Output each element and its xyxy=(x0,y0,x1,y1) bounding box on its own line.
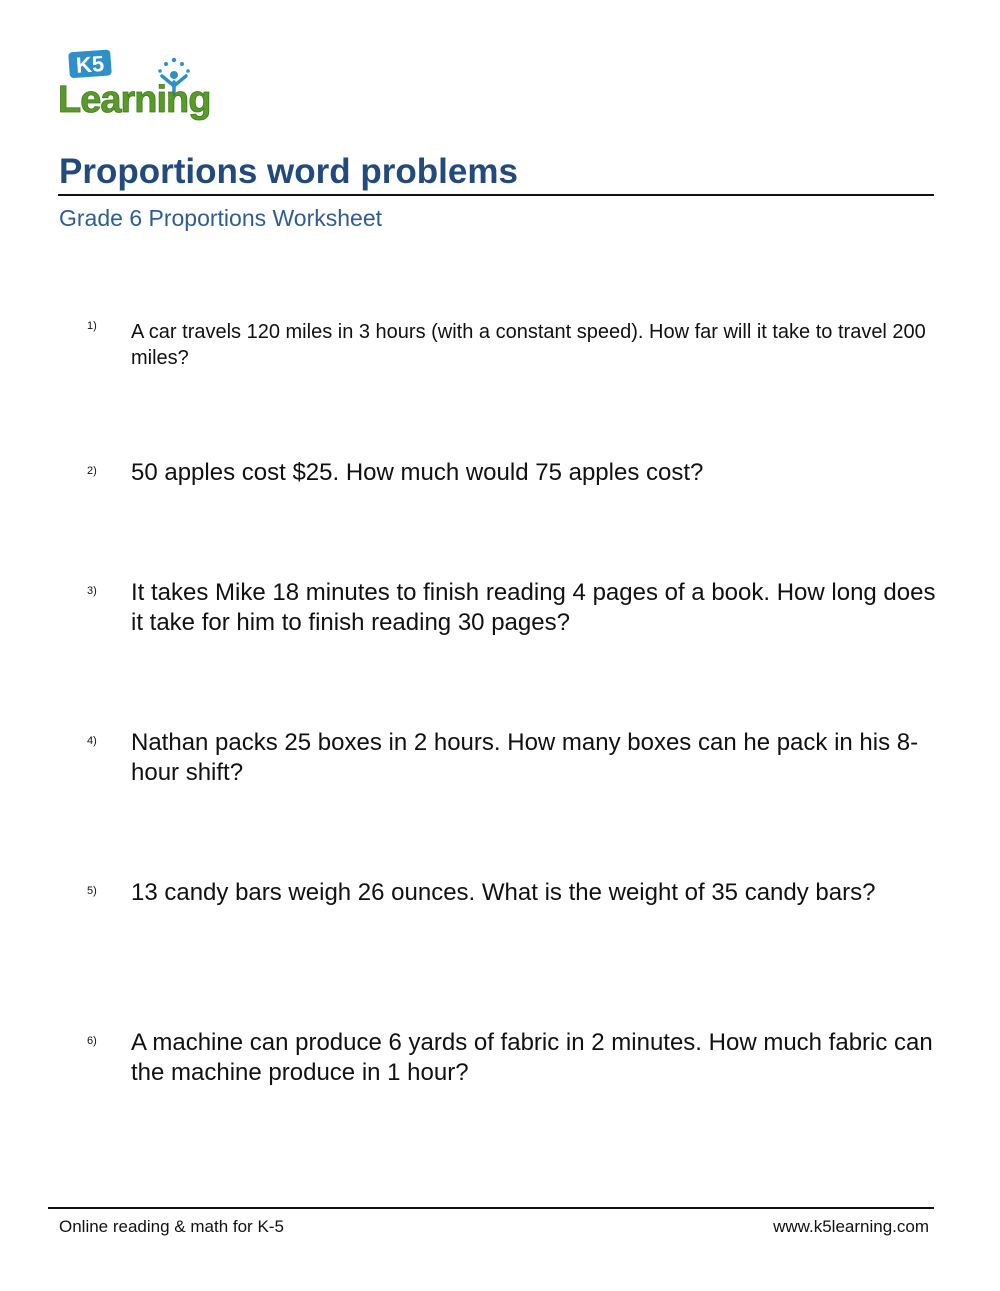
problem-number: 6) xyxy=(87,1035,97,1047)
footer-divider xyxy=(48,1207,934,1209)
problem-number: 4) xyxy=(87,735,97,747)
problem-text: 50 apples cost $25. How much would 75 apples cost? xyxy=(131,459,704,486)
problem-number: 3) xyxy=(87,585,97,597)
svg-text:K5: K5 xyxy=(75,50,105,78)
title-divider xyxy=(58,194,934,196)
k5-learning-logo xyxy=(58,46,233,126)
problem-text: A machine can produce 6 yards of fabric in 2 minutes. How much fabric can the machine produce in 1 hour? xyxy=(131,1029,933,1086)
problem-number: 1) xyxy=(87,320,97,332)
footer-tagline: Online reading & math for K-5 xyxy=(59,1217,284,1236)
problem-number: 5) xyxy=(87,885,97,897)
problem-text: It takes Mike 18 minutes to finish reading 4 pages of a book. How long does it take for him to finish reading 30 pages? xyxy=(131,579,936,636)
svg-text:Learning: Learning xyxy=(58,79,211,121)
problem-text: A car travels 120 miles in 3 hours (with a constant speed). How far will it take to travel 200 miles? xyxy=(131,321,926,369)
worksheet-title: Proportions word problems xyxy=(59,152,518,191)
problem-number: 2) xyxy=(87,465,97,477)
problem-text: Nathan packs 25 boxes in 2 hours. How many boxes can he pack in his 8-hour shift? xyxy=(131,729,919,786)
worksheet-subtitle: Grade 6 Proportions Worksheet xyxy=(59,205,383,231)
footer-website-link[interactable]: www.k5learning.com xyxy=(773,1217,929,1236)
problem-text: 13 candy bars weigh 26 ounces. What is the weight of 35 candy bars? xyxy=(131,879,876,906)
